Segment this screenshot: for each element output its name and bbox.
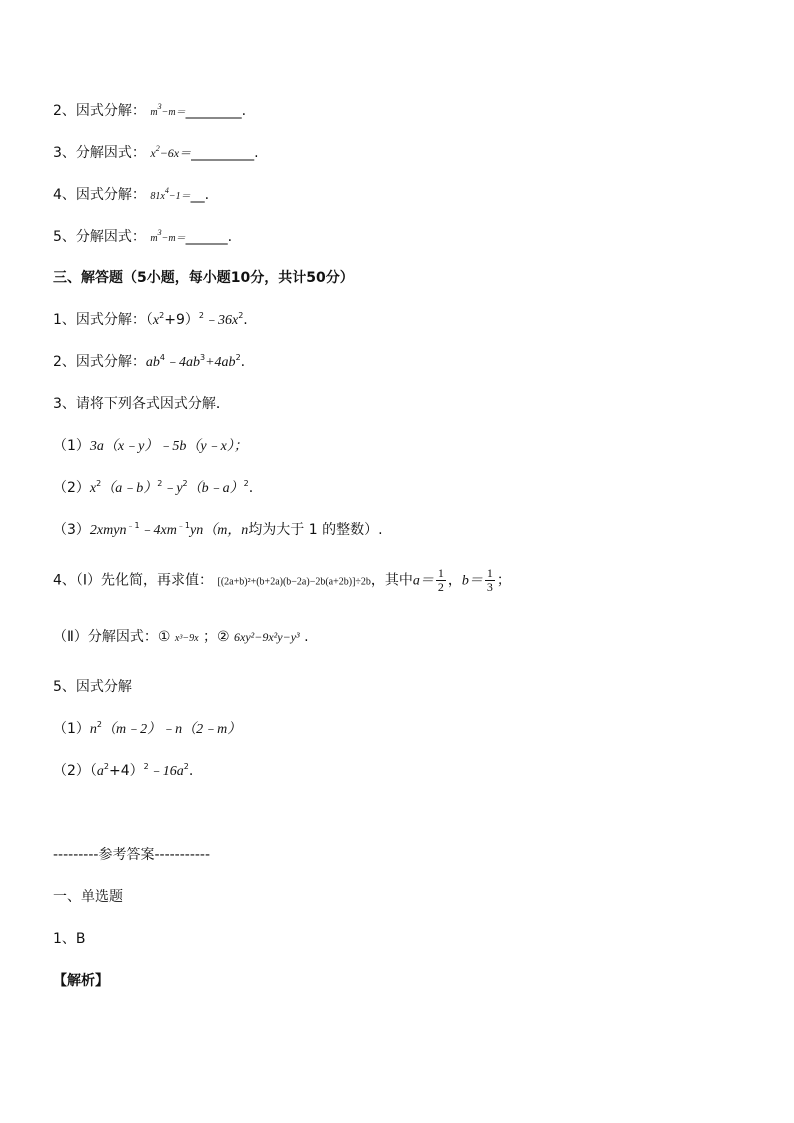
math-expression: $81x^4-1=$: [150, 186, 191, 202]
question-number: 3、: [53, 145, 76, 161]
question-label: 因式分解：: [75, 187, 146, 203]
problem-3: 3、请将下列各式因式分解．: [53, 396, 230, 412]
section-3-title: 三、解答题（5小题，每小题10分，共计50分）: [53, 270, 354, 286]
section-1-title: 一、单选题: [53, 889, 123, 905]
math-expression: $x^2-6x=$: [150, 144, 192, 160]
problem-4: 4、（Ⅰ）先化简，再求值： [(2a+b)²+(b+2a)(b−2a)−2b(a+2b)]÷2b，其中a＝ $\frac{1}{2}$ ，b＝ $\frac{1}{3}$ ；: [53, 566, 511, 594]
question-4: 4、因式分解： $81x^4-1=\_\_$.: [53, 186, 210, 203]
math-expression: [(2a+b)²+(b+2a)(b−2a)−2b(a+2b)]÷2b: [217, 576, 371, 588]
fraction: $\frac{1}{2}$: [437, 566, 444, 594]
question-label: 分解因式：: [75, 145, 146, 161]
question-5: 5、分解因式： $m^3-m=\_\_\_\_\_\_$.: [53, 228, 233, 245]
problem-3-part-1: （1）3a（x﹣y）﹣5b（y﹣x）；: [53, 438, 248, 454]
answer-blank: ______: [185, 229, 228, 245]
answer-blank: ________: [185, 103, 242, 119]
math-expression: $m^3-m=$: [150, 228, 186, 244]
analysis-heading: 【解析】: [53, 973, 109, 989]
problem-1: 1、因式分解：$(x^2+9)^2﹣36x^2$.: [53, 311, 248, 328]
question-label: 分解因式：: [75, 229, 146, 245]
problem-5-part-1: $(1)n^2(m﹣2)﹣n(2﹣m)$: [53, 720, 242, 737]
math-expression: $m^3-m=$: [150, 102, 186, 118]
fraction: $\frac{1}{3}$: [486, 566, 493, 594]
problem-2: 2、因式分解：$ab^4﹣4ab^3+4ab^2$.: [53, 353, 246, 370]
answer-1: 1、B: [53, 931, 86, 947]
answer-blank: __: [190, 187, 205, 203]
question-number: 4、: [53, 187, 76, 203]
question-label: 因式分解：: [75, 103, 146, 119]
answer-blank: _________: [191, 145, 255, 161]
problem-5: 5、因式分解: [53, 679, 132, 695]
problem-3-part-2: $(2)x^2(a﹣b)^2﹣y^2(b﹣a)^2$.: [53, 479, 254, 496]
question-number: 5、: [53, 229, 76, 245]
question-3: 3、分解因式： $x^2-6x=\_\_\_\_\_\_\_\_\_$.: [53, 144, 259, 161]
problem-4-part-2: （Ⅱ）分解因式：① x³−9x ；② 6xy²−9x²y−y³ .: [53, 629, 309, 645]
answer-key-divider: ---------参考答案-----------: [53, 847, 211, 863]
question-number: 2、: [53, 103, 76, 119]
question-2: 2、因式分解： $m^3-m=\_\_\_\_\_\_\_\_$.: [53, 102, 247, 119]
problem-3-part-3: $(3)2xmyn^{﹣1}﹣4xm^{﹣1}yn(m$，n均为大于 1 的整数）.: [53, 521, 383, 538]
problem-5-part-2: $(2)(a^2+4)^2﹣16a^2$.: [53, 762, 194, 779]
